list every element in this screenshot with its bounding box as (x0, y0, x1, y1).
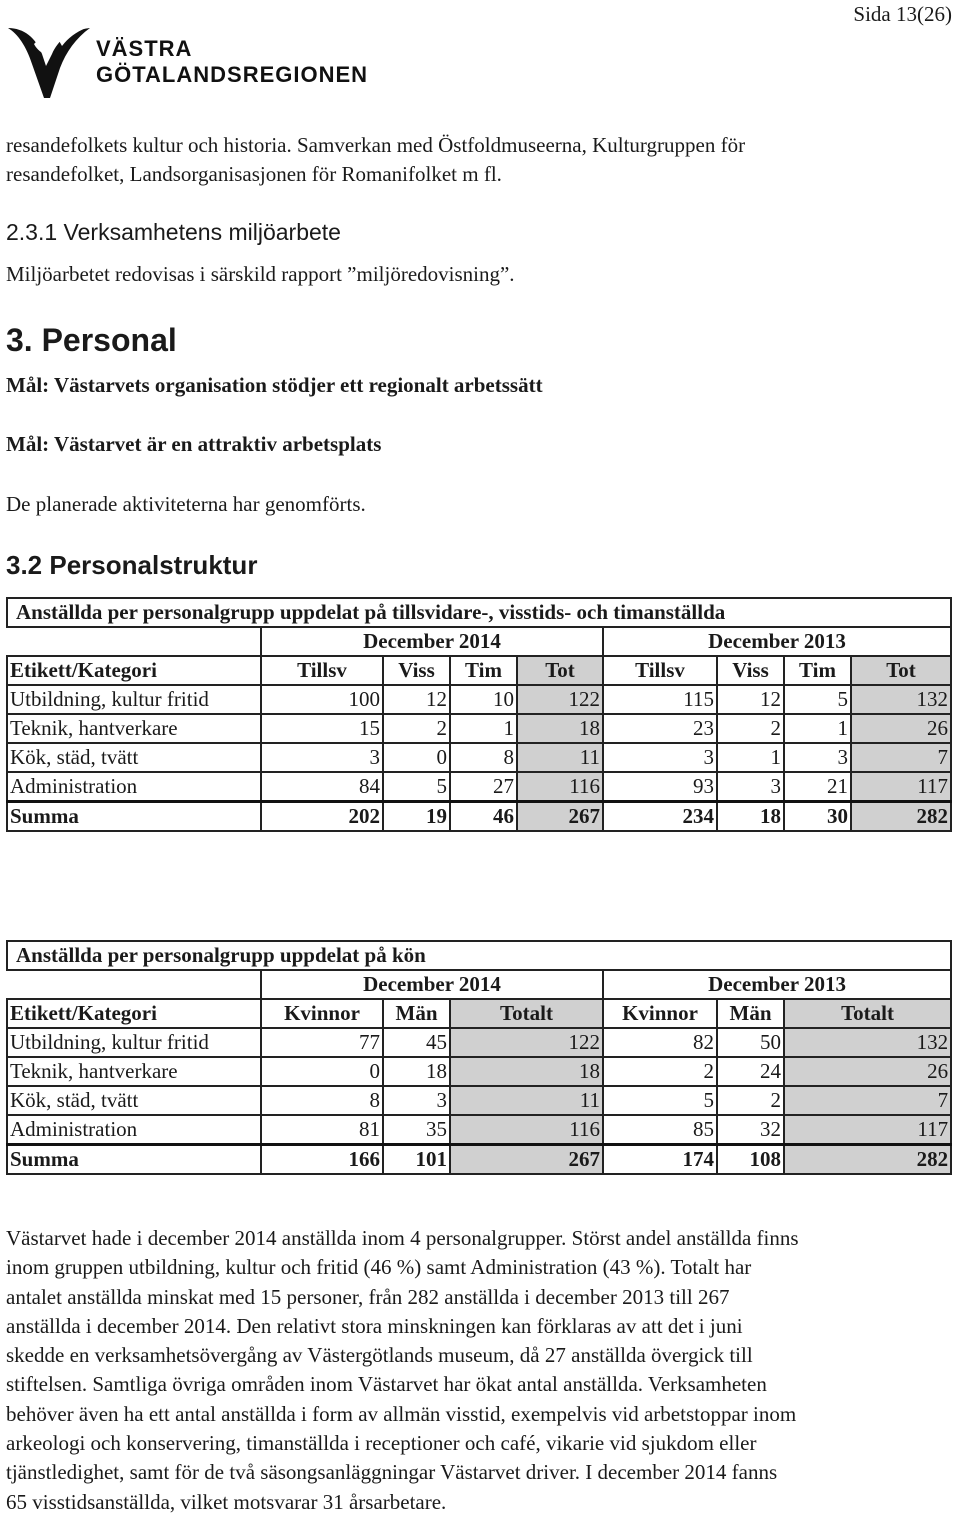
cell: 32 (717, 1115, 784, 1145)
heading-2-3-1: 2.3.1 Verksamhetens miljöarbete (6, 219, 341, 245)
page-number: Sida 13(26) (853, 2, 952, 26)
table1-period-2013: December 2013 (603, 627, 951, 656)
table-row (7, 714, 951, 743)
cell: 166 (261, 1145, 383, 1175)
cell: 115 (603, 685, 717, 714)
cell: 18 (717, 802, 784, 832)
table1-col-tot-2013: Tot (851, 656, 951, 685)
table1-blank-cell (7, 627, 261, 656)
cell: 5 (383, 772, 450, 802)
cell: 46 (450, 802, 517, 832)
cell: 85 (603, 1115, 717, 1145)
staff-by-gender-table (6, 940, 952, 1175)
cell: 3 (261, 743, 383, 772)
table2-col-label: Etikett/Kategori (7, 999, 261, 1028)
cell: 132 (784, 1028, 951, 1057)
environment-text: Miljöarbetet redovisas i särskild rapport ”miljöredovisning”. (6, 262, 515, 286)
cell: 122 (450, 1028, 603, 1057)
logo-text (96, 36, 368, 88)
table1-col-tim-2014: Tim (450, 656, 517, 685)
row-label: Administration (7, 1115, 261, 1145)
cell: 35 (383, 1115, 450, 1145)
table-row (7, 1086, 951, 1115)
cell: 50 (717, 1028, 784, 1057)
cell: 24 (717, 1057, 784, 1086)
goal-1: Mål: Västarvets organisation stödjer ett regionalt arbetssätt (6, 373, 543, 397)
cell: 267 (517, 802, 603, 832)
table2-caption: Anställda per personalgrupp uppdelat på kön (7, 941, 951, 970)
sum-row (7, 802, 951, 832)
cell: 45 (383, 1028, 450, 1057)
cell: 132 (851, 685, 951, 714)
summary-line: tjänstledighet, samt för de två säsongsanläggningar Västarvet driver. I december 2014 fanns (6, 1460, 778, 1485)
row-label: Utbildning, kultur fritid (7, 685, 261, 714)
cell: 202 (261, 802, 383, 832)
staff-by-employment-table (6, 597, 952, 832)
cell: 3 (383, 1086, 450, 1115)
cell: 93 (603, 772, 717, 802)
heading-3-personal: 3. Personal (6, 322, 177, 358)
cell: 282 (784, 1145, 951, 1175)
cell: 3 (784, 743, 851, 772)
sum-label: Summa (7, 802, 261, 832)
cell: 108 (717, 1145, 784, 1175)
cell: 2 (717, 1086, 784, 1115)
cell: 1 (717, 743, 784, 772)
heading-3-2: 3.2 Personalstruktur (6, 550, 258, 580)
table1-caption: Anställda per personalgrupp uppdelat på tillsvidare-, visstids- och timanställda (7, 598, 951, 627)
cell: 81 (261, 1115, 383, 1145)
cell: 1 (784, 714, 851, 743)
cell: 101 (383, 1145, 450, 1175)
cell: 18 (450, 1057, 603, 1086)
table2-blank-cell (7, 970, 261, 999)
table1-col-label: Etikett/Kategori (7, 656, 261, 685)
cell: 7 (784, 1086, 951, 1115)
summary-line: arkeologi och konservering, timanställda i receptioner och café, vikarie vid sjukdom eller (6, 1431, 757, 1456)
cell: 117 (851, 772, 951, 802)
cell: 26 (784, 1057, 951, 1086)
table-row (7, 1028, 951, 1057)
cell: 0 (261, 1057, 383, 1086)
cell: 77 (261, 1028, 383, 1057)
table2-col-kvinnor-2014: Kvinnor (261, 999, 383, 1028)
intro-line-2: resandefolket, Landsorganisasjonen för Romanifolket m fl. (6, 162, 502, 186)
cell: 5 (784, 685, 851, 714)
summary-line: stiftelsen. Samtliga övriga områden inom Västarvet har ökat antal anställda. Verksamheten (6, 1372, 767, 1397)
cell: 2 (603, 1057, 717, 1086)
cell: 11 (450, 1086, 603, 1115)
cell: 8 (261, 1086, 383, 1115)
summary-line: antalet anställda minskat med 15 personer, från 282 anställda i december 2013 till 267 (6, 1284, 730, 1309)
summary-line: anställda i december 2014. Den relativt stora minskningen kan förklaras av att det i juni (6, 1313, 743, 1338)
logo-line-1: VÄSTRA (96, 36, 193, 61)
row-label: Teknik, hantverkare (7, 714, 261, 743)
row-label: Administration (7, 772, 261, 802)
cell: 3 (603, 743, 717, 772)
cell: 21 (784, 772, 851, 802)
cell: 1 (450, 714, 517, 743)
table1-col-tillsv-2013: Tillsv (603, 656, 717, 685)
cell: 12 (717, 685, 784, 714)
table1-period-2014: December 2014 (261, 627, 603, 656)
logo-line-2: GÖTALANDSREGIONEN (96, 62, 369, 87)
cell: 7 (851, 743, 951, 772)
table-row (7, 743, 951, 772)
table2-period-2014: December 2014 (261, 970, 603, 999)
cell: 19 (383, 802, 450, 832)
table2-col-man-2014: Män (383, 999, 450, 1028)
summary-line: Västarvet hade i december 2014 anställda inom 4 personalgrupper. Störst andel anställda finns (6, 1226, 799, 1250)
table1-col-viss-2014: Viss (383, 656, 450, 685)
table1-col-viss-2013: Viss (717, 656, 784, 685)
sum-label: Summa (7, 1145, 261, 1175)
cell: 5 (603, 1086, 717, 1115)
cell: 10 (450, 685, 517, 714)
summary-line: 65 visstidsanställda, vilket motsvarar 31 årsarbetare. (6, 1489, 447, 1514)
cell: 23 (603, 714, 717, 743)
row-label: Kök, städ, tvätt (7, 1086, 261, 1115)
cell: 26 (851, 714, 951, 743)
cell: 116 (450, 1115, 603, 1145)
cell: 174 (603, 1145, 717, 1175)
cell: 267 (450, 1145, 603, 1175)
cell: 18 (383, 1057, 450, 1086)
cell: 3 (717, 772, 784, 802)
table2-col-totalt-2014: Totalt (450, 999, 603, 1028)
cell: 2 (717, 714, 784, 743)
summary-line: inom gruppen utbildning, kultur och fritid (46 %) samt Administration (43 %). Totalt har (6, 1255, 752, 1280)
cell: 234 (603, 802, 717, 832)
table2-period-2013: December 2013 (603, 970, 951, 999)
cell: 82 (603, 1028, 717, 1057)
table-row (7, 1057, 951, 1086)
table2-col-totalt-2013: Totalt (784, 999, 951, 1028)
goal-2: Mål: Västarvet är en attraktiv arbetsplats (6, 432, 382, 456)
cell: 8 (450, 743, 517, 772)
summary-paragraph (6, 1224, 960, 1517)
row-label: Utbildning, kultur fritid (7, 1028, 261, 1057)
table-row (7, 772, 951, 802)
cell: 117 (784, 1115, 951, 1145)
cell: 122 (517, 685, 603, 714)
row-label: Kök, städ, tvätt (7, 743, 261, 772)
cell: 2 (383, 714, 450, 743)
cell: 12 (383, 685, 450, 714)
cell: 11 (517, 743, 603, 772)
logo-mark-icon (6, 24, 96, 106)
cell: 116 (517, 772, 603, 802)
row-label: Teknik, hantverkare (7, 1057, 261, 1086)
cell: 282 (851, 802, 951, 832)
cell: 27 (450, 772, 517, 802)
table1-col-tot-2014: Tot (517, 656, 603, 685)
cell: 100 (261, 685, 383, 714)
activities-text: De planerade aktiviteterna har genomförts. (6, 492, 366, 516)
cell: 0 (383, 743, 450, 772)
table1-col-tillsv-2014: Tillsv (261, 656, 383, 685)
intro-line-1: resandefolkets kultur och historia. Samverkan med Östfoldmuseerna, Kulturgruppen för (6, 133, 746, 157)
table1-col-tim-2013: Tim (784, 656, 851, 685)
summary-line: skedde en verksamhetsövergång av Västergötlands museum, då 27 anställda övergick till (6, 1343, 753, 1368)
table-row (7, 1115, 951, 1145)
table-row (7, 685, 951, 714)
cell: 30 (784, 802, 851, 832)
table2-col-kvinnor-2013: Kvinnor (603, 999, 717, 1028)
cell: 18 (517, 714, 603, 743)
cell: 15 (261, 714, 383, 743)
sum-row (7, 1145, 951, 1175)
table2-col-man-2013: Män (717, 999, 784, 1028)
cell: 84 (261, 772, 383, 802)
summary-line: behöver även ha ett antal anställda i form av allmän visstid, exempelvis vid arbetstoppar inom (6, 1401, 797, 1426)
